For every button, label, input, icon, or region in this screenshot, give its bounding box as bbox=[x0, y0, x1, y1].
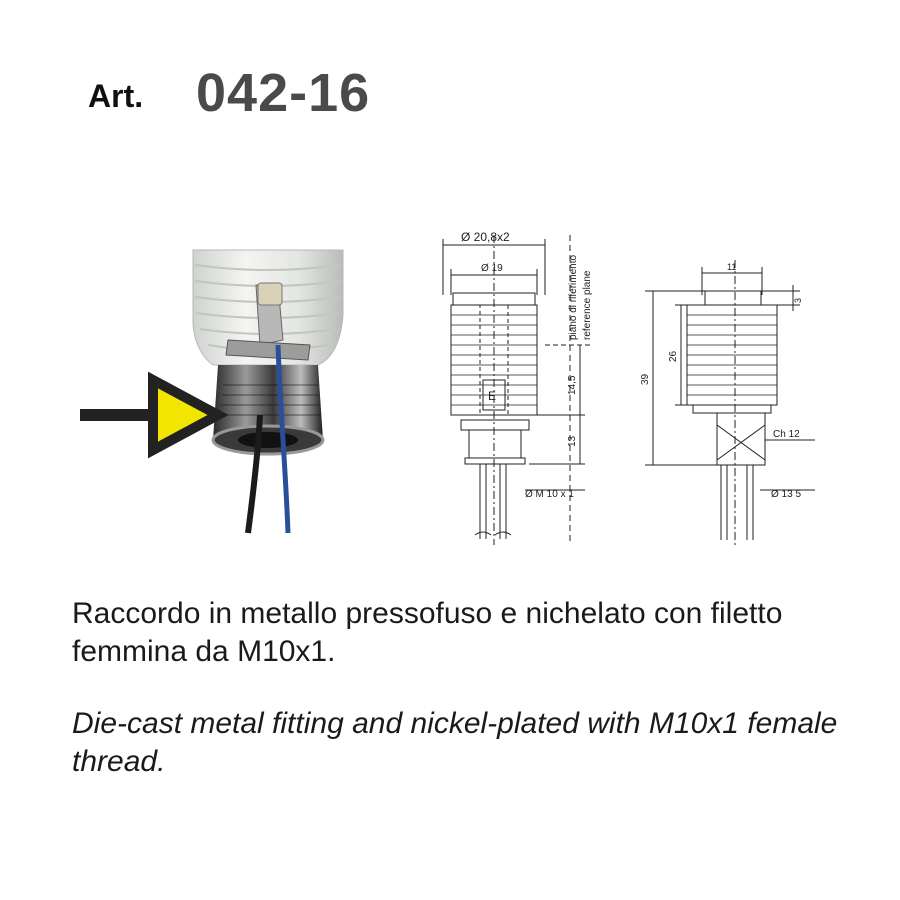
dim-hex-label: Ch 12 bbox=[773, 429, 800, 440]
dim-body-label: 26 bbox=[668, 350, 679, 362]
pointer-arrow-icon bbox=[153, 380, 218, 450]
dim-step-label: 3 bbox=[793, 297, 803, 303]
description-italian: Raccordo in metallo pressofuso e nichelato con filetto femmina da M10x1. bbox=[72, 597, 783, 668]
svg-text:E: E bbox=[488, 389, 497, 403]
technical-drawing bbox=[425, 215, 825, 550]
dim-thread-label: Ø M 10 x 1 bbox=[525, 489, 574, 500]
dim-height-label: 14,5 bbox=[567, 375, 578, 395]
description-english: Die-cast metal fitting and nickel-plated with M10x1 female thread. bbox=[72, 707, 838, 778]
dim-bottom-label: Ø 13 5 bbox=[771, 489, 802, 500]
dim-total-label: 39 bbox=[640, 373, 651, 385]
dim-inner-diameter: Ø 19 bbox=[481, 263, 503, 274]
product-photo bbox=[78, 245, 358, 535]
dim-outer-diameter: Ø 20,8x2 bbox=[461, 230, 510, 244]
article-number: 042-16 bbox=[196, 63, 371, 123]
article-label: Art. bbox=[88, 78, 144, 114]
ref-plane-label-it: piano di riferimento bbox=[568, 254, 579, 340]
ref-plane-label-en: reference plane bbox=[582, 270, 593, 340]
dim-fitting-label: 13 bbox=[567, 435, 578, 447]
dim-top-label: 11 bbox=[727, 262, 737, 272]
